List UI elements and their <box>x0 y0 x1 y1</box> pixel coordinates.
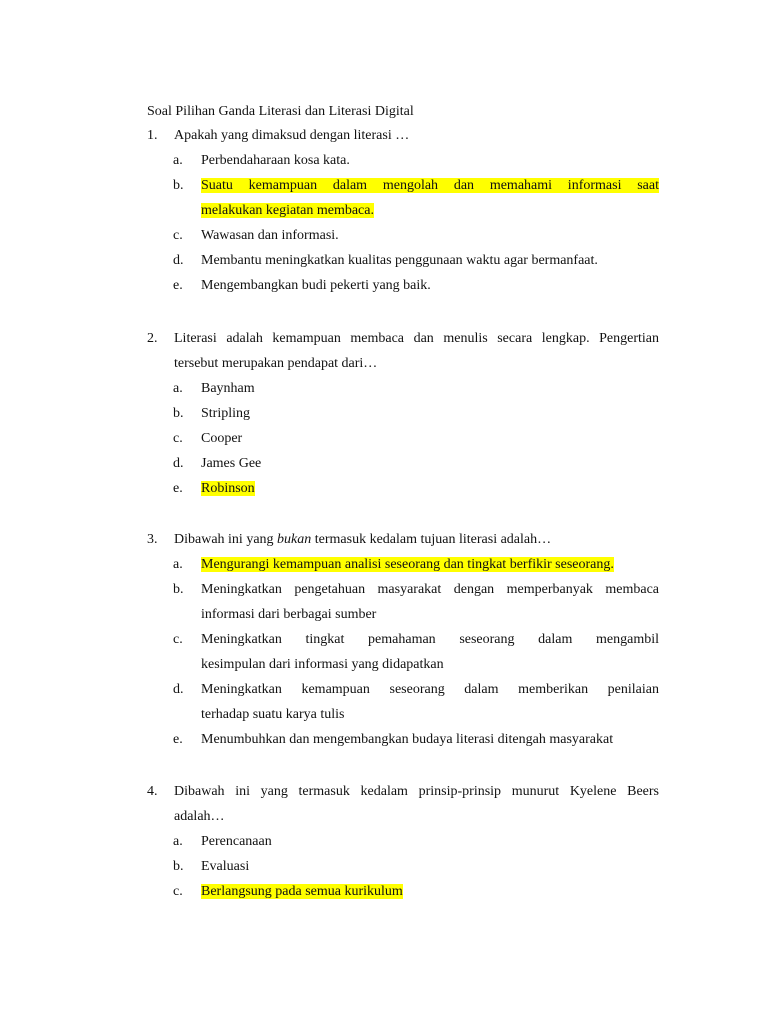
option-letter: d. <box>173 456 184 471</box>
option-text: Wawasan dan informasi. <box>201 228 339 243</box>
question-text-line-1: Dibawah ini yang termasuk kedalam prinsip-prinsip munurut Kyelene Beers <box>174 784 659 799</box>
option-letter: a. <box>173 557 183 572</box>
option-letter: b. <box>173 406 184 421</box>
option-text: Stripling <box>201 406 251 421</box>
option-1b <box>173 173 659 223</box>
option-letter: c. <box>173 431 183 446</box>
option-text-line-2: kesimpulan dari informasi yang didapatkan <box>201 657 444 672</box>
option-text-block <box>201 677 659 727</box>
option-letter: e. <box>173 481 183 496</box>
option-text: Mengembangkan budi pekerti yang baik. <box>201 278 431 293</box>
option-3e <box>173 727 659 752</box>
document-title: Soal Pilihan Ganda Literasi dan Literasi Digital <box>147 104 414 119</box>
option-text-block <box>201 627 659 677</box>
option-text-highlighted-line-2: melakukan kegiatan membaca. <box>201 203 374 218</box>
option-3b <box>173 577 659 627</box>
option-1c <box>173 223 659 248</box>
option-letter: d. <box>173 253 184 268</box>
option-4b <box>173 854 659 879</box>
question-text-after: termasuk kedalam tujuan literasi adalah… <box>311 532 552 547</box>
option-text-highlighted: Mengurangi kemampuan analisi seseorang dan tingkat berfikir seseorang. <box>201 557 614 572</box>
option-letter: b. <box>173 582 184 597</box>
question-4 <box>147 779 659 904</box>
option-text-line-2: terhadap suatu karya tulis <box>201 707 345 722</box>
question-text <box>174 527 659 552</box>
option-2d <box>173 451 659 476</box>
question-2 <box>147 326 659 501</box>
option-letter: b. <box>173 178 184 193</box>
option-text-highlighted: Berlangsung pada semua kurikulum <box>201 884 403 899</box>
option-letter: d. <box>173 682 184 697</box>
question-text-emphasis: bukan <box>277 532 312 547</box>
option-text-line-1: Meningkatkan kemampuan seseorang dalam memberikan penilaian <box>201 682 659 697</box>
option-text-line-1: Meningkatkan pengetahuan masyarakat dengan memperbanyak membaca <box>201 582 659 597</box>
option-letter: c. <box>173 228 183 243</box>
option-3c <box>173 627 659 677</box>
option-letter: c. <box>173 632 183 647</box>
option-3a <box>173 552 659 577</box>
option-text-block <box>201 173 659 223</box>
question-number: 4. <box>147 784 158 799</box>
question-number: 3. <box>147 532 158 547</box>
question-3 <box>147 527 659 752</box>
question-text-before: Dibawah ini yang <box>174 532 278 547</box>
question-text-line-1: Literasi adalah kemampuan membaca dan menulis secara lengkap. Pengertian <box>174 331 659 346</box>
option-text: Baynham <box>201 381 255 396</box>
option-text: Perbendaharaan kosa kata. <box>201 153 350 168</box>
question-text-line-2: adalah… <box>174 809 225 824</box>
question-1 <box>147 123 659 298</box>
option-letter: b. <box>173 859 184 874</box>
option-text-line-2: informasi dari berbagai sumber <box>201 607 377 622</box>
option-2a <box>173 376 659 401</box>
question-text-block <box>174 779 659 829</box>
option-1a <box>173 148 659 173</box>
option-text-line-1: Meningkatkan tingkat pemahaman seseorang dalam mengambil <box>201 632 659 647</box>
option-letter: c. <box>173 884 183 899</box>
option-text: James Gee <box>201 456 262 471</box>
option-3d <box>173 677 659 727</box>
option-text: Evaluasi <box>201 859 250 874</box>
option-2e <box>173 476 659 501</box>
option-text-highlighted-line-1: Suatu kemampuan dalam mengolah dan memahami informasi saat <box>201 178 659 193</box>
option-2c <box>173 426 659 451</box>
question-number: 2. <box>147 331 158 346</box>
option-letter: a. <box>173 381 183 396</box>
option-1e <box>173 273 659 298</box>
option-text: Membantu meningkatkan kualitas penggunaan waktu agar bermanfaat. <box>201 253 598 268</box>
option-text: Cooper <box>201 431 243 446</box>
question-number: 1. <box>147 128 158 143</box>
option-2b <box>173 401 659 426</box>
option-text-block <box>201 577 659 627</box>
question-text-line-2: tersebut merupakan pendapat dari… <box>174 356 378 371</box>
option-text: Perencanaan <box>201 834 272 849</box>
option-text-highlighted: Robinson <box>201 481 255 496</box>
option-1d <box>173 248 659 273</box>
option-letter: a. <box>173 834 183 849</box>
option-letter: a. <box>173 153 183 168</box>
option-letter: e. <box>173 278 183 293</box>
option-4c <box>173 879 659 904</box>
option-4a <box>173 829 659 854</box>
option-text: Menumbuhkan dan mengembangkan budaya literasi ditengah masyarakat <box>201 732 614 747</box>
option-letter: e. <box>173 732 183 747</box>
question-text: Apakah yang dimaksud dengan literasi … <box>174 128 410 143</box>
question-text-block <box>174 326 659 376</box>
